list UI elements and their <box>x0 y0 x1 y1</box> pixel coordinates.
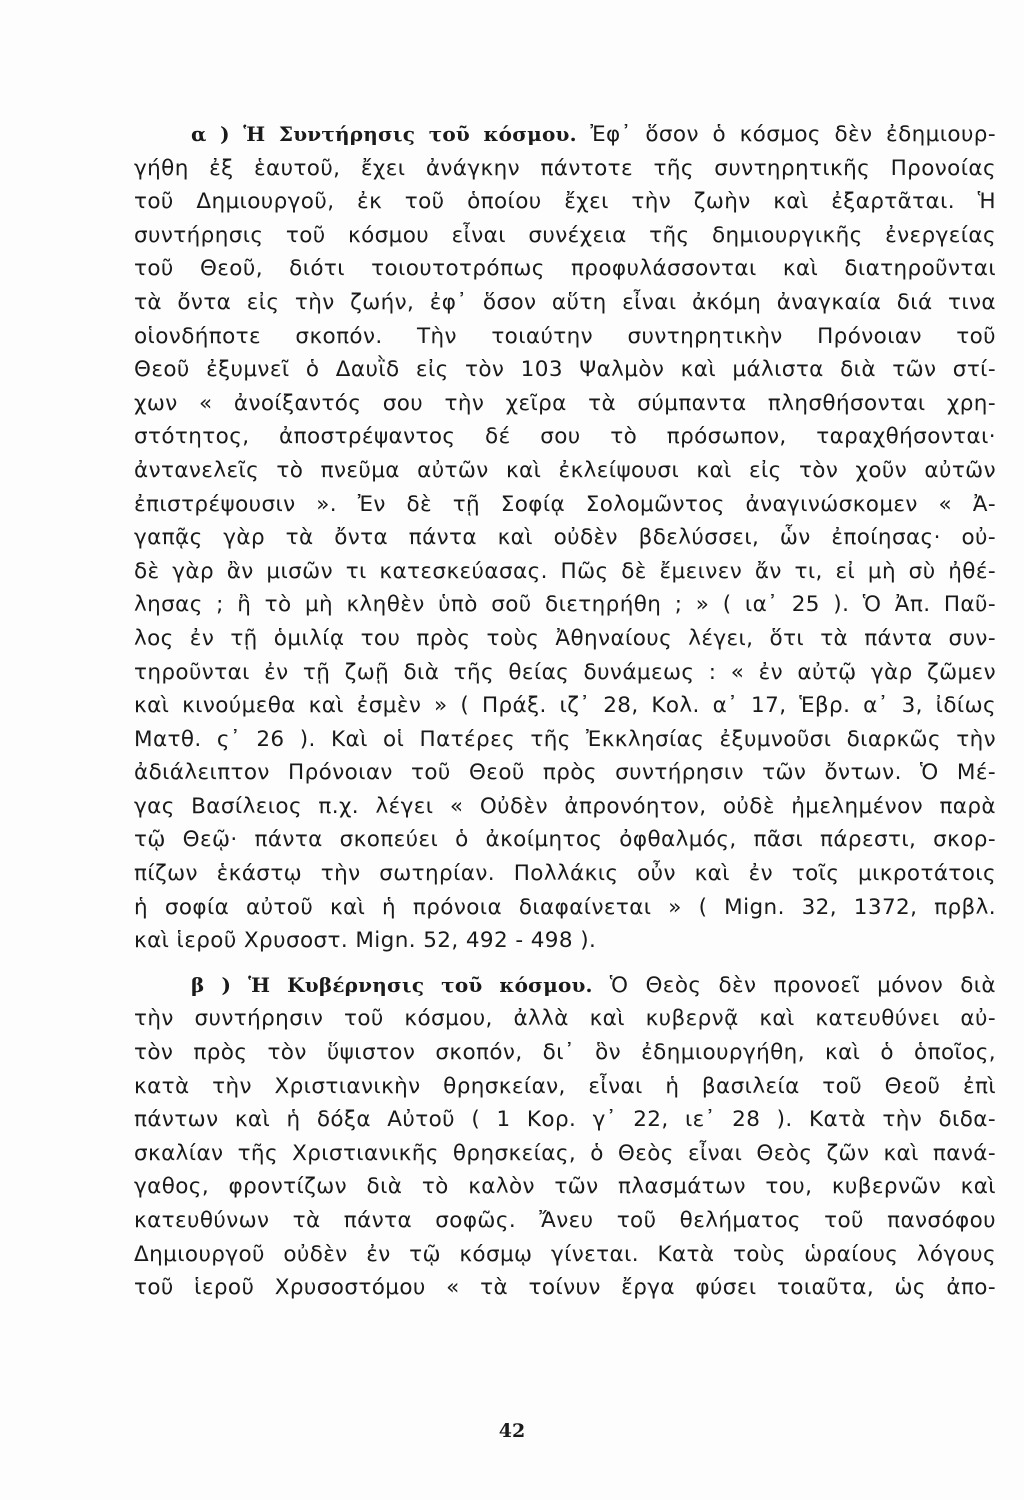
text-line: πάντων καὶ ἡ δόξα Αὐτοῦ ( 1 Κορ. γ᾽ 22, ιε᾽ 28 ). Κατὰ τὴν διδα- <box>134 1107 996 1133</box>
text-line: γήθη ἐξ ἑαυτοῦ, ἔχει ἀνάγκην πάντοτε τῆς συντηρητικῆς Προνοίας <box>134 155 996 181</box>
section-b-first-line <box>134 969 996 1003</box>
text-line: τὰ ὄντα εἰς τὴν ζωήν, ἐφ᾽ ὅσον αὕτη εἶναι ἀκόμη ἀναγκαία διά τινα <box>134 289 996 315</box>
text-line: ἀδιάλειπτον Πρόνοιαν τοῦ Θεοῦ πρὸς συντήρησιν τῶν ὄντων. Ὁ Μέ- <box>134 760 996 786</box>
text-line: γαθος, φροντίζων διὰ τὸ καλὸν τῶν πλασμάτων του, κυβερνῶν καὶ <box>134 1174 996 1200</box>
text-line: σκαλίαν τῆς Χριστιανικῆς θρησκείας, ὁ Θεὸς εἶναι Θεὸς ζῶν καὶ πανά- <box>134 1140 996 1166</box>
section-a-first-line-text: Ἐφ᾽ ὅσον ὁ κόσμος δὲν ἐδημιουρ- <box>576 122 996 147</box>
text-line: ἀντανελεῖς τὸ πνεῦμα αὐτῶν καὶ ἐκλείψουσι καὶ εἰς τὸν χοῦν αὐτῶν <box>134 457 996 483</box>
text-line: τοῦ Δημιουργοῦ, ἐκ τοῦ ὁποίου ἔχει τὴν ζωὴν καὶ ἐξαρτᾶται. Ἡ <box>134 189 996 215</box>
page-number: 42 <box>498 1420 526 1442</box>
section-a-heading: α ) Ἡ Συντήρησις τοῦ κόσμου. <box>191 122 577 146</box>
section-a-first-line <box>134 118 996 152</box>
text-line: καὶ κινούμεθα καὶ ἐσμὲν » ( Πράξ. ιζ᾽ 28, Κολ. α᾽ 17, Ἑβρ. α᾽ 3, ἰδίως <box>134 693 996 719</box>
text-line: οἱονδήποτε σκοπόν. Τὴν τοιαύτην συντηρητικὴν Πρόνοιαν τοῦ <box>134 323 996 349</box>
text-line: τοῦ Θεοῦ, διότι τοιουτοτρόπως προφυλάσσονται καὶ διατηροῦνται <box>134 256 996 282</box>
text-line: χων « ἀνοίξαντός σου τὴν χεῖρα τὰ σύμπαντα πλησθήσονται χρη- <box>134 390 996 416</box>
text-line: τοῦ ἱεροῦ Χρυσοστόμου « τὰ τοίνυν ἔργα φύσει τοιαῦτα, ὡς ἀπο- <box>134 1275 996 1301</box>
text-line: τὴν συντήρησιν τοῦ κόσμου, ἀλλὰ καὶ κυβερνᾷ καὶ κατευθύνει αὐ- <box>134 1006 996 1032</box>
paragraph-gap <box>134 958 996 969</box>
text-line: γαπᾷς γὰρ τὰ ὄντα πάντα καὶ οὐδὲν βδελύσσει, ὧν ἐποίησας· οὐ- <box>134 525 996 551</box>
text-line: στότητος, ἀποστρέψαντος δέ σου τὸ πρόσωπον, ταραχθήσονται· <box>134 424 996 450</box>
text-line: καὶ ἱεροῦ Χρυσοστ. Mign. 52, 492 - 498 ). <box>134 928 597 954</box>
text-line: τὸν πρὸς τὸν ὕψιστον σκοπόν, δι᾽ ὃν ἐδημιουργήθη, καὶ ὁ ὁποῖος, <box>134 1040 996 1066</box>
text-line: δὲ γὰρ ἂν μισῶν τι κατεσκεύασας. Πῶς δὲ ἔμεινεν ἄν τι, εἰ μὴ σὺ ἠθέ- <box>134 558 996 584</box>
text-line: Ματθ. ς᾽ 26 ). Καὶ οἱ Πατέρες τῆς Ἐκκλησίας ἐξυμνοῦσι διαρκῶς τὴν <box>134 726 996 752</box>
text-line: τῷ Θεῷ· πάντα σκοπεύει ὁ ἀκοίμητος ὀφθαλμός, πᾶσι πάρεστι, σκορ- <box>134 827 996 853</box>
text-line: συντήρησις τοῦ κόσμου εἶναι συνέχεια τῆς δημιουργικῆς ἐνεργείας <box>134 222 996 248</box>
text-line: κατὰ τὴν Χριστιανικὴν θρησκείαν, εἶναι ἡ βασιλεία τοῦ Θεοῦ ἐπὶ <box>134 1073 996 1099</box>
text-line: γας Βασίλειος π.χ. λέγει « Οὐδὲν ἀπρονόητον, οὐδὲ ἠμελημένον παρὰ <box>134 793 996 819</box>
text-line: λησας ; ἢ τὸ μὴ κληθὲν ὑπὸ σοῦ διετηρήθη ; » ( ια᾽ 25 ). Ὁ Ἀπ. Παῦ- <box>134 592 996 618</box>
body-text <box>134 118 996 1305</box>
text-line: τηροῦνται ἐν τῇ ζωῇ διὰ τῆς θείας δυνάμεως : « ἐν αὐτῷ γὰρ ζῶμεν <box>134 659 996 685</box>
section-b-first-line-text: Ὁ Θεὸς δὲν προνοεῖ μόνον διὰ <box>592 972 996 998</box>
text-line: Θεοῦ ἐξυμνεῖ ὁ Δαυῒδ εἰς τὸν 103 Ψαλμὸν καὶ μάλιστα διὰ τῶν στί- <box>134 357 996 383</box>
section-b-heading: β ) Ἡ Κυβέρνησις τοῦ κόσμου. <box>191 972 593 997</box>
text-line: κατευθύνων τὰ πάντα σοφῶς. Ἄνευ τοῦ θελήματος τοῦ πανσόφου <box>134 1208 996 1233</box>
text-line: Δημιουργοῦ οὐδὲν ἐν τῷ κόσμῳ γίνεται. Κατὰ τοὺς ὡραίους λόγους <box>134 1241 996 1267</box>
text-line: λος ἐν τῇ ὁμιλίᾳ του πρὸς τοὺς Ἀθηναίους λέγει, ὅτι τὰ πάντα συν- <box>134 625 996 651</box>
text-line: πίζων ἑκάστῳ τὴν σωτηρίαν. Πολλάκις οὖν καὶ ἐν τοῖς μικροτάτοις <box>134 861 996 887</box>
text-line: ἐπιστρέψουσιν ». Ἐν δὲ τῇ Σοφίᾳ Σολομῶντος ἀναγινώσκομεν « Ἀ- <box>134 491 996 517</box>
text-line: ἡ σοφία αὐτοῦ καὶ ἡ πρόνοια διαφαίνεται » ( Mign. 32, 1372, πρβλ. <box>134 894 996 920</box>
